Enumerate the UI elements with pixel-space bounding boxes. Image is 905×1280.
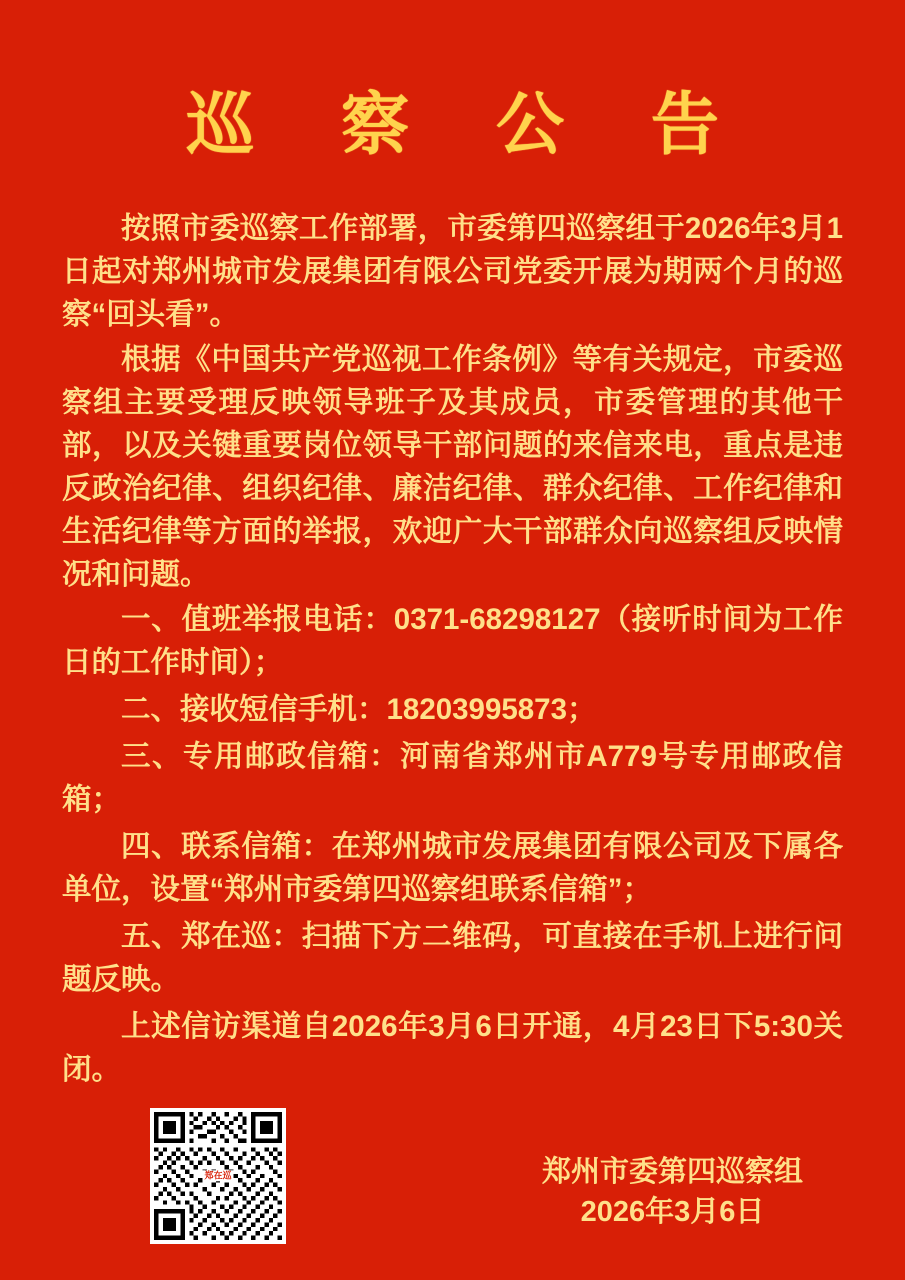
signature-block xyxy=(542,1152,803,1232)
signature-organization: 郑州市委第四巡察组 xyxy=(541,1156,803,1188)
list-item-1: 一、值班举报电话：0371-68298127（接听时间为工作日的工作时间）； xyxy=(62,602,843,679)
list-item-4: 四、联系信箱：在郑州城市发展集团有限公司及下属各单位，设置“郑州市委第四巡察组联系信箱”； xyxy=(62,829,843,906)
signature-date: 2026年3月6日 xyxy=(580,1196,765,1228)
qr-center-label: 郑在巡 xyxy=(204,1170,232,1181)
closing-paragraph: 上述信访渠道自2026年3月6日开通，4月23日下5:30关闭。 xyxy=(62,1009,843,1086)
page-title: 巡 察 公 告 xyxy=(186,87,753,163)
paragraph-1: 按照市委巡察工作部署，市委第四巡察组于2026年3月1日起对郑州城市发展集团有限公司党委开展为期两个月的巡察“回头看”。 xyxy=(62,211,843,331)
list-item-5: 五、郑在巡：扫描下方二维码，可直接在手机上进行问题反映。 xyxy=(62,919,843,996)
paragraph-2: 根据《中国共产党巡视工作条例》等有关规定，市委巡察组主要受理反映领导班子及其成员，市委管理的其他干部，以及关键重要岗位领导干部问题的来信来电，重点是违反政治纪律、组织纪律、廉洁纪律、群众纪律、工作纪律和生活纪律等方面的举报，欢迎广大干部群众向巡察组反映情况和问题。 xyxy=(62,342,843,591)
list-item-2: 二、接收短信手机：18203995873； xyxy=(121,692,597,726)
footer xyxy=(62,1108,843,1244)
notice-body xyxy=(62,207,843,1091)
qr-code-icon[interactable] xyxy=(150,1108,286,1244)
list-item-3: 三、专用邮政信箱：河南省郑州市A779号专用邮政信箱； xyxy=(62,739,843,816)
